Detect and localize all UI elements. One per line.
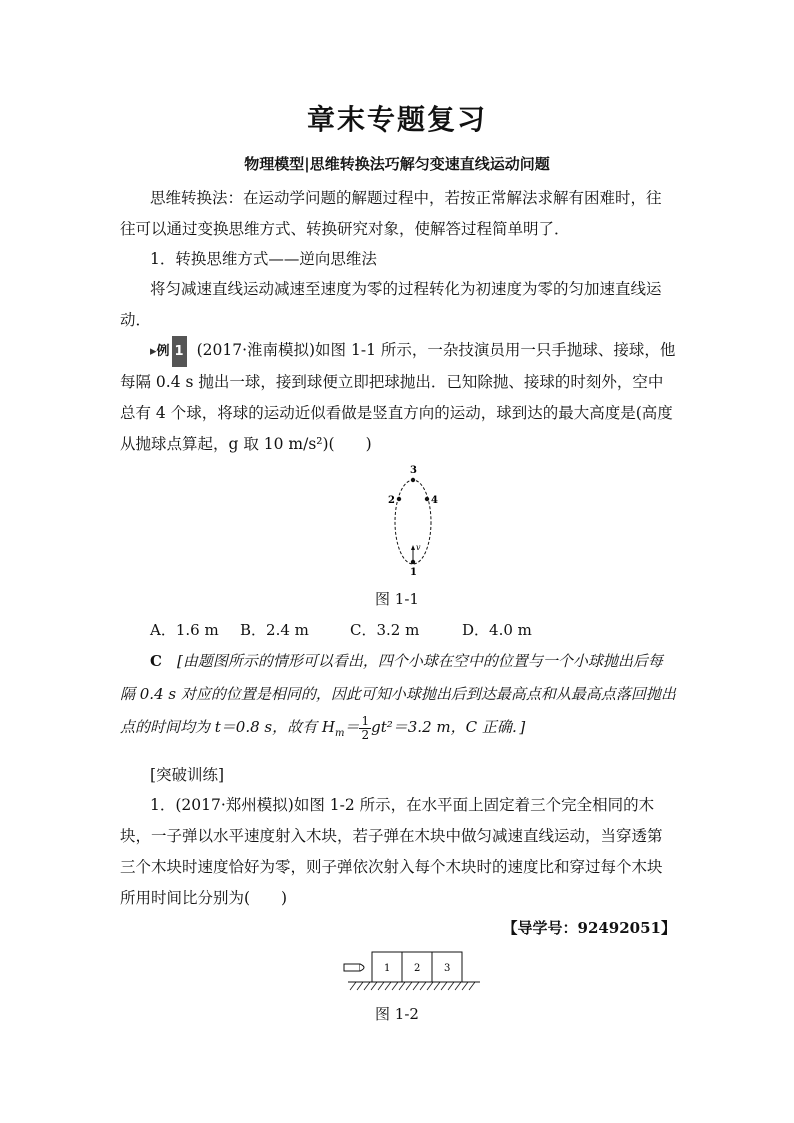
guide-number: 【导学号：92492051】 <box>502 919 676 937</box>
ball-4 <box>425 497 429 501</box>
ball-1 <box>411 560 415 564</box>
answer-letter: C <box>150 652 162 670</box>
label-4: 4 <box>431 495 438 506</box>
ball-2 <box>397 497 401 501</box>
option-a: A．1.6 m <box>150 621 219 639</box>
fraction-half: $\frac{1}{2}$ <box>361 713 370 742</box>
page-title: 章末专题复习 <box>306 103 487 136</box>
subscript-m: m <box>334 728 345 739</box>
ball-3 <box>411 478 415 482</box>
bullet-icon <box>344 964 364 971</box>
section-subtitle: 物理模型|思维转换法巧解匀变速直线运动问题 <box>244 155 550 173</box>
label-v: v <box>416 543 421 552</box>
example-number: 1 <box>172 336 187 367</box>
ground-hatch <box>350 982 475 990</box>
intro-paragraph: 思维转换法：在运动学问题的解题过程中，若按正常解法求解有困难时，往往可以通过变换思维方式、转换研究对象，使解答过程简单明了． <box>120 189 662 238</box>
option-d: D．4.0 m <box>462 621 532 639</box>
example-text: (2017·淮南模拟)如图 1-1 所示，一杂技演员用一只手抛球、接球，他每隔 0.4 s 抛出一球，接到球便立即把球抛出．已知除抛、接球的时刻外，空中总有 4 个球，将球的运动近似看做是竖直方向的运动，球到达的最大高度是(高度从抛球点算起，g 取 10 m/s²)( ) <box>120 341 676 453</box>
svg-text:3: 3 <box>444 963 451 974</box>
example-badge: ▸例 1 <box>150 336 187 367</box>
problem-1-text: 1．(2017·郑州模拟)如图 1-2 所示，在水平面上固定着三个完全相同的木块，一子弹以水平速度射入木块，若子弹在木块中做匀减速直线运动，当穿透第三个木块时速度恰好为零，则子弹依次射入每个木块时的速度比和穿过每个木块所用时间比分别为( ) <box>120 796 663 907</box>
label-2: 2 <box>388 495 395 506</box>
solution-text-1: [由题图所示的情形可以看出，四个小球在空中的位置与一个小球抛出后每隔 0.4 s 对应的位置是相同的，因此可知小球抛出后到达最高点和从最高点落回抛出点的时间均为 t＝0.8 s，故有 H <box>120 652 676 736</box>
solution-text-2: gt²＝3.2 m，C 正确．] <box>371 718 526 736</box>
example-block <box>120 335 676 460</box>
figure-1-1 <box>380 462 450 580</box>
svg-text:2: 2 <box>414 963 421 974</box>
figure-1-1-caption: 图 1-1 <box>375 590 419 608</box>
point1-text: 将匀减速直线运动减速至速度为零的过程转化为初速度为零的匀加速直线运动． <box>120 280 662 329</box>
option-b: B．2.4 m <box>240 621 309 639</box>
solution-block: C [由题图所示的情形可以看出，四个小球在空中的位置与一个小球抛出后每隔 0.4 s 对应的位置是相同的，因此可知小球抛出后到达最高点和从最高点落回抛出点的时间均为 t＝0.8 s，故有 $H_m=$ $\frac{1}{2}$ gt²＝3.2 m，C 正确．] <box>120 652 676 742</box>
svg-text:1: 1 <box>384 963 391 974</box>
option-c: C．3.2 m <box>350 621 420 639</box>
figure-1-2-caption: 图 1-2 <box>375 1005 419 1023</box>
point1-heading: 1．转换思维方式——逆向思维法 <box>150 250 377 268</box>
triangle-icon: ▸ <box>150 344 157 359</box>
training-heading: [突破训练] <box>150 766 225 784</box>
label-3: 3 <box>410 465 417 476</box>
figure-1-2 <box>340 948 485 996</box>
label-1: 1 <box>410 567 417 578</box>
